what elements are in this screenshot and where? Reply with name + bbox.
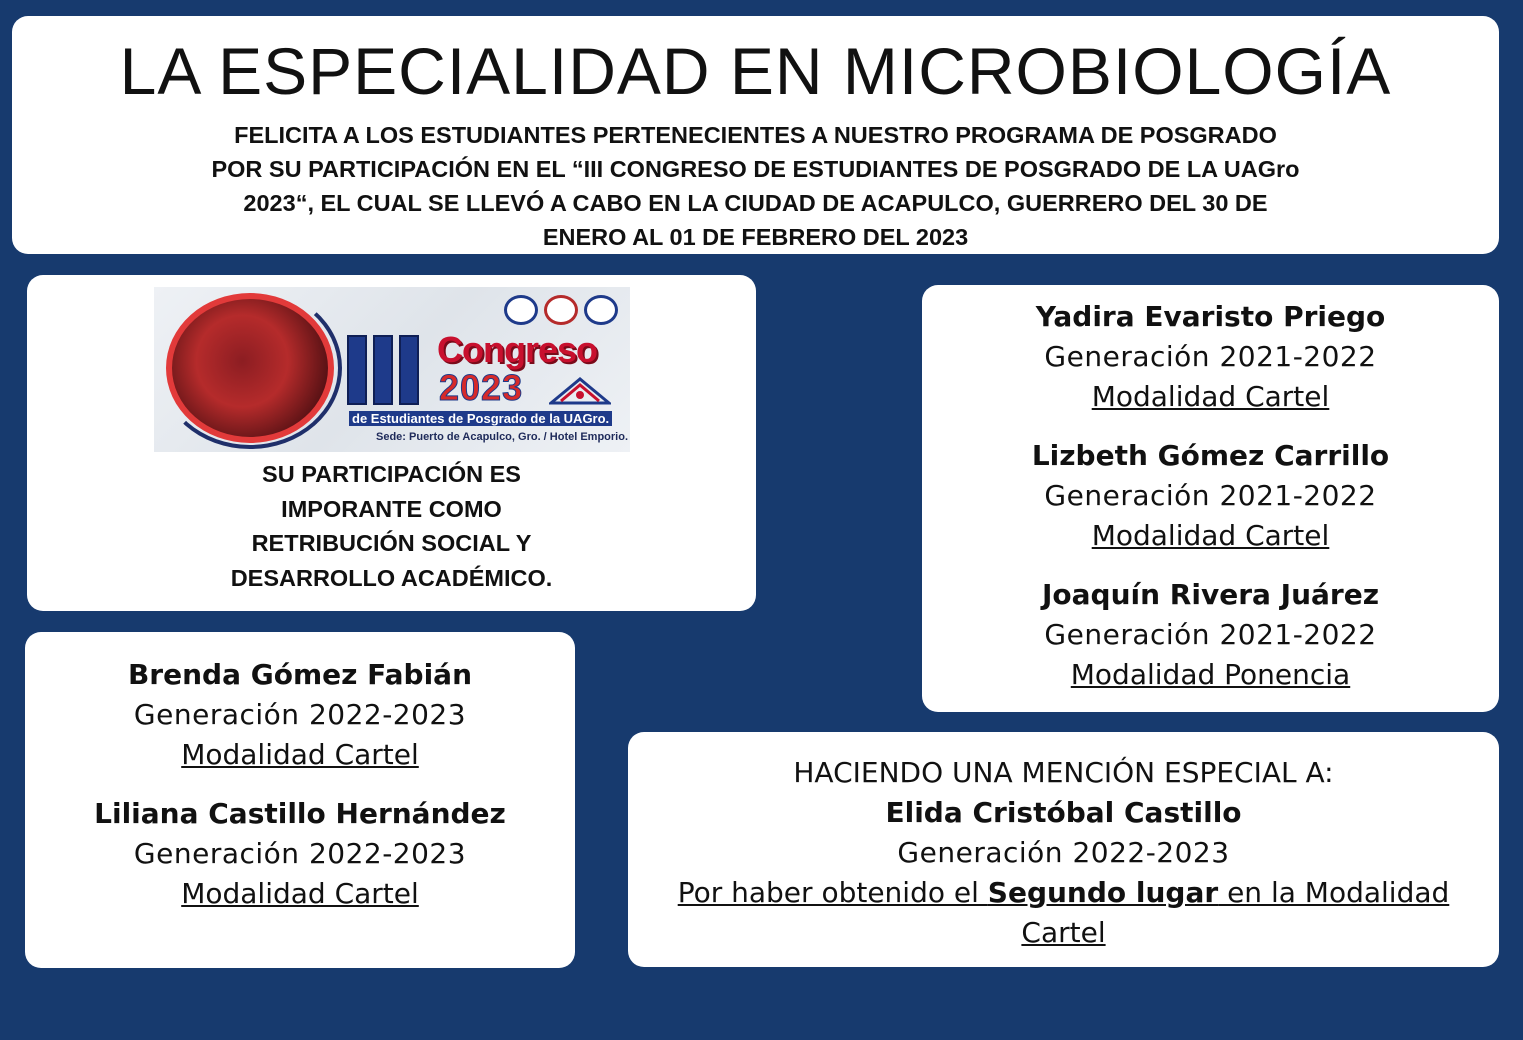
special-mention-heading: HACIENDO UNA MENCIÓN ESPECIAL A: <box>793 756 1334 789</box>
uagro-logo-icon <box>504 295 538 325</box>
banner-year: 2023 <box>439 367 524 408</box>
reason-prefix: Por haber obtenido el <box>677 876 988 909</box>
congress-emblem-icon <box>549 375 611 405</box>
banner-tagline: de Estudiantes de Posgrado de la UAGro. <box>349 411 612 426</box>
message-line: IMPORANTE COMO <box>281 495 502 522</box>
header-subtitle <box>12 118 1499 254</box>
institution-logos <box>504 295 618 325</box>
students-photo <box>166 293 334 443</box>
student-entry <box>922 436 1499 556</box>
student-name: Brenda Gómez Fabián <box>127 658 473 691</box>
seal-logo-icon <box>544 295 578 325</box>
student-entry <box>25 655 575 775</box>
congress-message <box>27 457 756 595</box>
faculty-logo-icon <box>584 295 618 325</box>
banner-venue: Sede: Puerto de Acapulco, Gro. / Hotel Emporio. <box>376 431 629 443</box>
student-name: Joaquín Rivera Juárez <box>1042 578 1379 611</box>
student-generation: Generación 2022-2023 <box>133 698 467 731</box>
banner-congreso-word: Congreso <box>437 329 598 370</box>
subtitle-line: 2023“, EL CUAL SE LLEVÓ A CABO EN LA CIUDAD DE ACAPULCO, GUERRERO DEL 30 DE <box>243 190 1268 216</box>
message-line: RETRIBUCIÓN SOCIAL Y <box>251 530 532 556</box>
student-generation: Generación 2021-2022 <box>1044 618 1377 651</box>
student-name: Lizbeth Gómez Carrillo <box>1031 439 1390 472</box>
page-title: LA ESPECIALIDAD EN MICROBIOLOGÍA <box>119 34 1392 108</box>
special-mention-generation: Generación 2022-2023 <box>897 836 1230 869</box>
congress-card <box>27 275 756 611</box>
student-generation: Generación 2022-2023 <box>133 837 467 870</box>
student-modality: Modalidad Ponencia <box>1070 658 1351 691</box>
student-modality: Modalidad Cartel <box>1091 380 1330 413</box>
students-2021-card <box>922 285 1499 712</box>
message-line: DESARROLLO ACADÉMICO. <box>230 564 553 591</box>
subtitle-line: POR SU PARTICIPACIÓN EN EL “III CONGRESO DE ESTUDIANTES DE POSGRADO DE LA UAGro <box>211 156 1300 182</box>
special-mention-name: Elida Cristóbal Castillo <box>885 796 1242 829</box>
student-generation: Generación 2021-2022 <box>1044 479 1377 512</box>
header-card <box>12 16 1499 254</box>
subtitle-line: FELICITA A LOS ESTUDIANTES PERTENECIENTES A NUESTRO PROGRAMA DE POSGRADO <box>234 122 1277 148</box>
student-name: Liliana Castillo Hernández <box>94 797 506 830</box>
congress-banner-image <box>154 287 630 452</box>
student-entry <box>25 794 575 914</box>
special-mention-reason <box>628 873 1499 953</box>
student-entry <box>922 297 1499 417</box>
student-entry <box>922 575 1499 695</box>
subtitle-line: ENERO AL 01 DE FEBRERO DEL 2023 <box>542 224 969 250</box>
message-line: SU PARTICIPACIÓN ES <box>262 461 521 487</box>
student-name: Yadira Evaristo Priego <box>1035 300 1386 333</box>
special-mention-card <box>628 732 1499 967</box>
students-2022-card <box>25 632 575 968</box>
roman-numeral-three-icon <box>347 335 419 405</box>
reason-award: Segundo lugar <box>987 876 1219 909</box>
student-generation: Generación 2021-2022 <box>1044 340 1377 373</box>
student-modality: Modalidad Cartel <box>181 738 419 771</box>
student-modality: Modalidad Cartel <box>1091 519 1330 552</box>
student-modality: Modalidad Cartel <box>181 877 419 910</box>
reason-suffix: en la Modalidad Cartel <box>1021 876 1450 949</box>
